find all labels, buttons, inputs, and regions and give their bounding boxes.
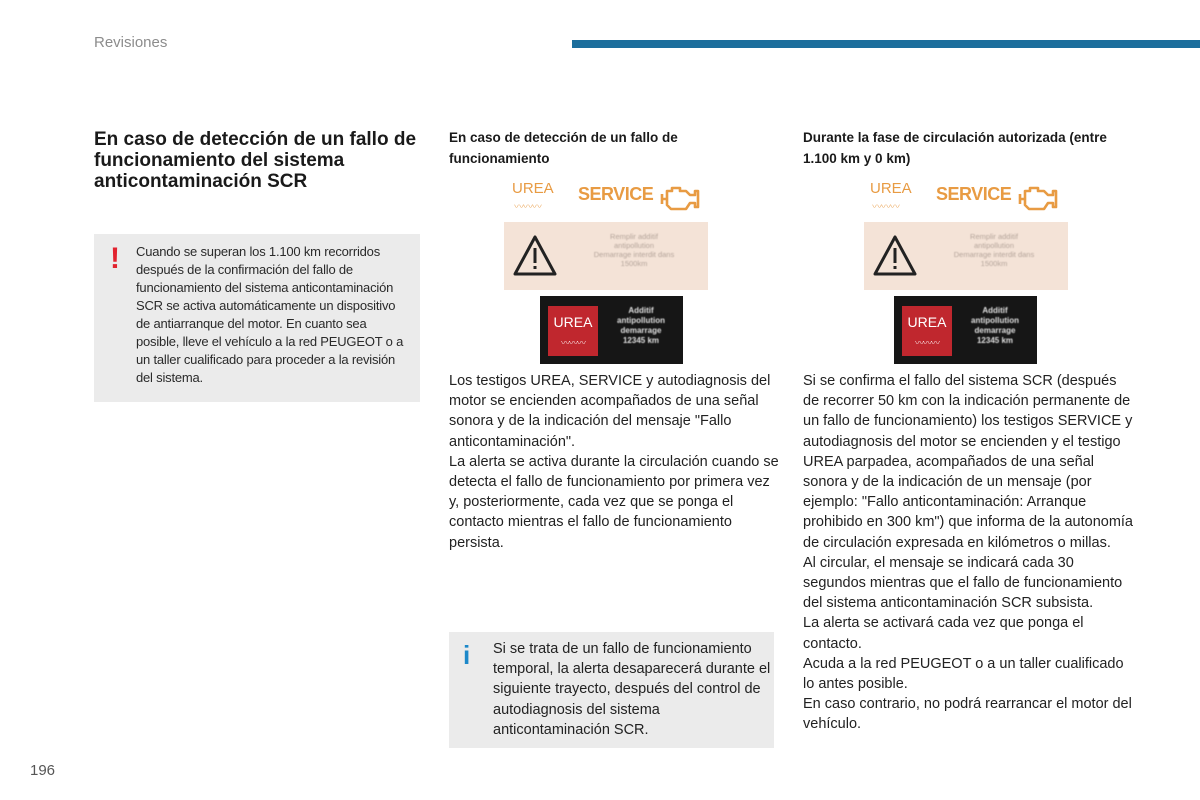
message-line-1: Remplir additif <box>610 232 658 241</box>
urea-display-waves: 〰〰〰 <box>560 338 585 348</box>
urea-lamp-icon <box>512 180 554 213</box>
message-line-4: 1500km <box>620 259 648 268</box>
message-line-3: Demarrage interdit dans <box>593 250 675 259</box>
col2-paragraph-1: Los testigos UREA, SERVICE y autodiagnosis del motor se encienden acompañados de una señal sonora y de la indicación del mensaje "Fallo anticontaminación". <box>449 373 771 450</box>
display-line-3: demarrage <box>974 326 1016 335</box>
display-line-3: demarrage <box>620 326 662 335</box>
col2-paragraph-2: La alerta se activa durante la circulación cuando se detecta el fallo de funcionamiento por primera vez y, posteriormente, cada vez que se ponga el contacto mientras el fallo de funcionamiento persista. <box>449 453 779 551</box>
urea-display-label: UREA <box>907 314 947 330</box>
col3-paragraph-2: Al circular, el mensaje se indicará cada 30 segundos mientras que el fallo de funcionamiento del sistema anticontaminación SCR subsista. <box>803 554 1123 612</box>
display-line-1: Additif <box>628 306 654 315</box>
display-text <box>602 306 680 346</box>
col3-heading: Durante la fase de circulación autorizada (entre 1.100 km y 0 km) <box>803 130 1107 166</box>
page-number: 196 <box>30 762 56 779</box>
display-line-4: 12345 km <box>976 336 1014 345</box>
engine-check-icon <box>658 182 700 214</box>
message-panel-col3 <box>864 222 1068 290</box>
urea-lamp-label: UREA <box>512 180 554 197</box>
display-line-4: 12345 km <box>622 336 660 345</box>
urea-lamp-icon <box>870 180 912 213</box>
display-panel-col3 <box>894 296 1037 364</box>
display-text <box>956 306 1034 346</box>
display-panel-col2 <box>540 296 683 364</box>
warning-triangle-icon <box>872 234 918 278</box>
service-lamp-label: SERVICE <box>936 184 1012 204</box>
col3-paragraph-5: En caso contrario, no podrá rearrancar el motor del vehículo. <box>803 696 1132 733</box>
col2-heading: En caso de detección de un fallo de funcionamiento <box>449 130 678 166</box>
warning-triangle-icon <box>512 234 558 278</box>
engine-check-icon <box>1016 182 1058 214</box>
urea-display-icon <box>548 306 598 356</box>
urea-display-waves: 〰〰〰 <box>914 338 939 348</box>
urea-display-icon <box>902 306 952 356</box>
warning-box <box>94 234 420 402</box>
display-line-1: Additif <box>982 306 1008 315</box>
message-text <box>924 232 1064 268</box>
service-lamp-label: SERVICE <box>578 184 654 204</box>
warning-text: Cuando se superan los 1.100 km recorridos después de la confirmación del fallo de funcionamiento del sistema anticontaminación SCR se activa automáticamente un dispositivo de antiarranque del motor. En cuanto sea posible, lleve el vehículo a la red PEUGEOT o a un taller cualificado para proceder a la revisión del sistema. <box>136 244 404 385</box>
message-panel-col2 <box>504 222 708 290</box>
header-accent-bar <box>572 40 1200 48</box>
message-text <box>564 232 704 268</box>
message-line-4: 1500km <box>980 259 1008 268</box>
col3-paragraph-1: Si se confirma el fallo del sistema SCR (después de recorrer 50 km con la indicación permanente de un fallo de funcionamiento) los testigos SERVICE y autodiagnosis del motor se encienden y el testigo UREA parpadea, acompañados de una señal sonora y de la indicación de un mensaje (por ejemplo: "Fallo anticontaminación: Arranque prohibido en 300 km") que informa de la autonomía de circulación expresada en kilómetros o millas. <box>803 373 1133 551</box>
message-line-2: antipollution <box>613 241 655 250</box>
display-line-2: antipollution <box>971 316 1019 325</box>
col3-paragraph-3: La alerta se activará cada vez que ponga el contacto. <box>803 615 1084 652</box>
message-line-2: antipollution <box>973 241 1015 250</box>
info-box <box>449 632 774 748</box>
warning-lamps-col2 <box>506 180 726 216</box>
main-heading: En caso de detección de un fallo de funcionamiento del sistema anticontaminación SCR <box>94 129 417 192</box>
message-line-3: Demarrage interdit dans <box>953 250 1035 259</box>
urea-display-label: UREA <box>553 314 593 330</box>
info-icon: i <box>463 640 471 670</box>
header-section-label: Revisiones <box>94 34 168 51</box>
urea-lamp-waves: 〰〰〰 <box>514 202 541 213</box>
urea-lamp-waves: 〰〰〰 <box>872 202 899 213</box>
display-line-2: antipollution <box>617 316 665 325</box>
info-text: Si se trata de un fallo de funcionamiento temporal, la alerta desaparecerá durante el siguiente trayecto, después del control de autodiagnosis del sistema anticontaminación SCR. <box>493 641 771 738</box>
exclamation-icon: ! <box>110 242 120 275</box>
warning-lamps-col3 <box>864 180 1084 216</box>
col2-body <box>449 371 779 553</box>
col3-body <box>803 371 1133 735</box>
col3-paragraph-4: Acuda a la red PEUGEOT o a un taller cualificado lo antes posible. <box>803 655 1124 693</box>
message-line-1: Remplir additif <box>970 232 1018 241</box>
urea-lamp-label: UREA <box>870 180 912 197</box>
